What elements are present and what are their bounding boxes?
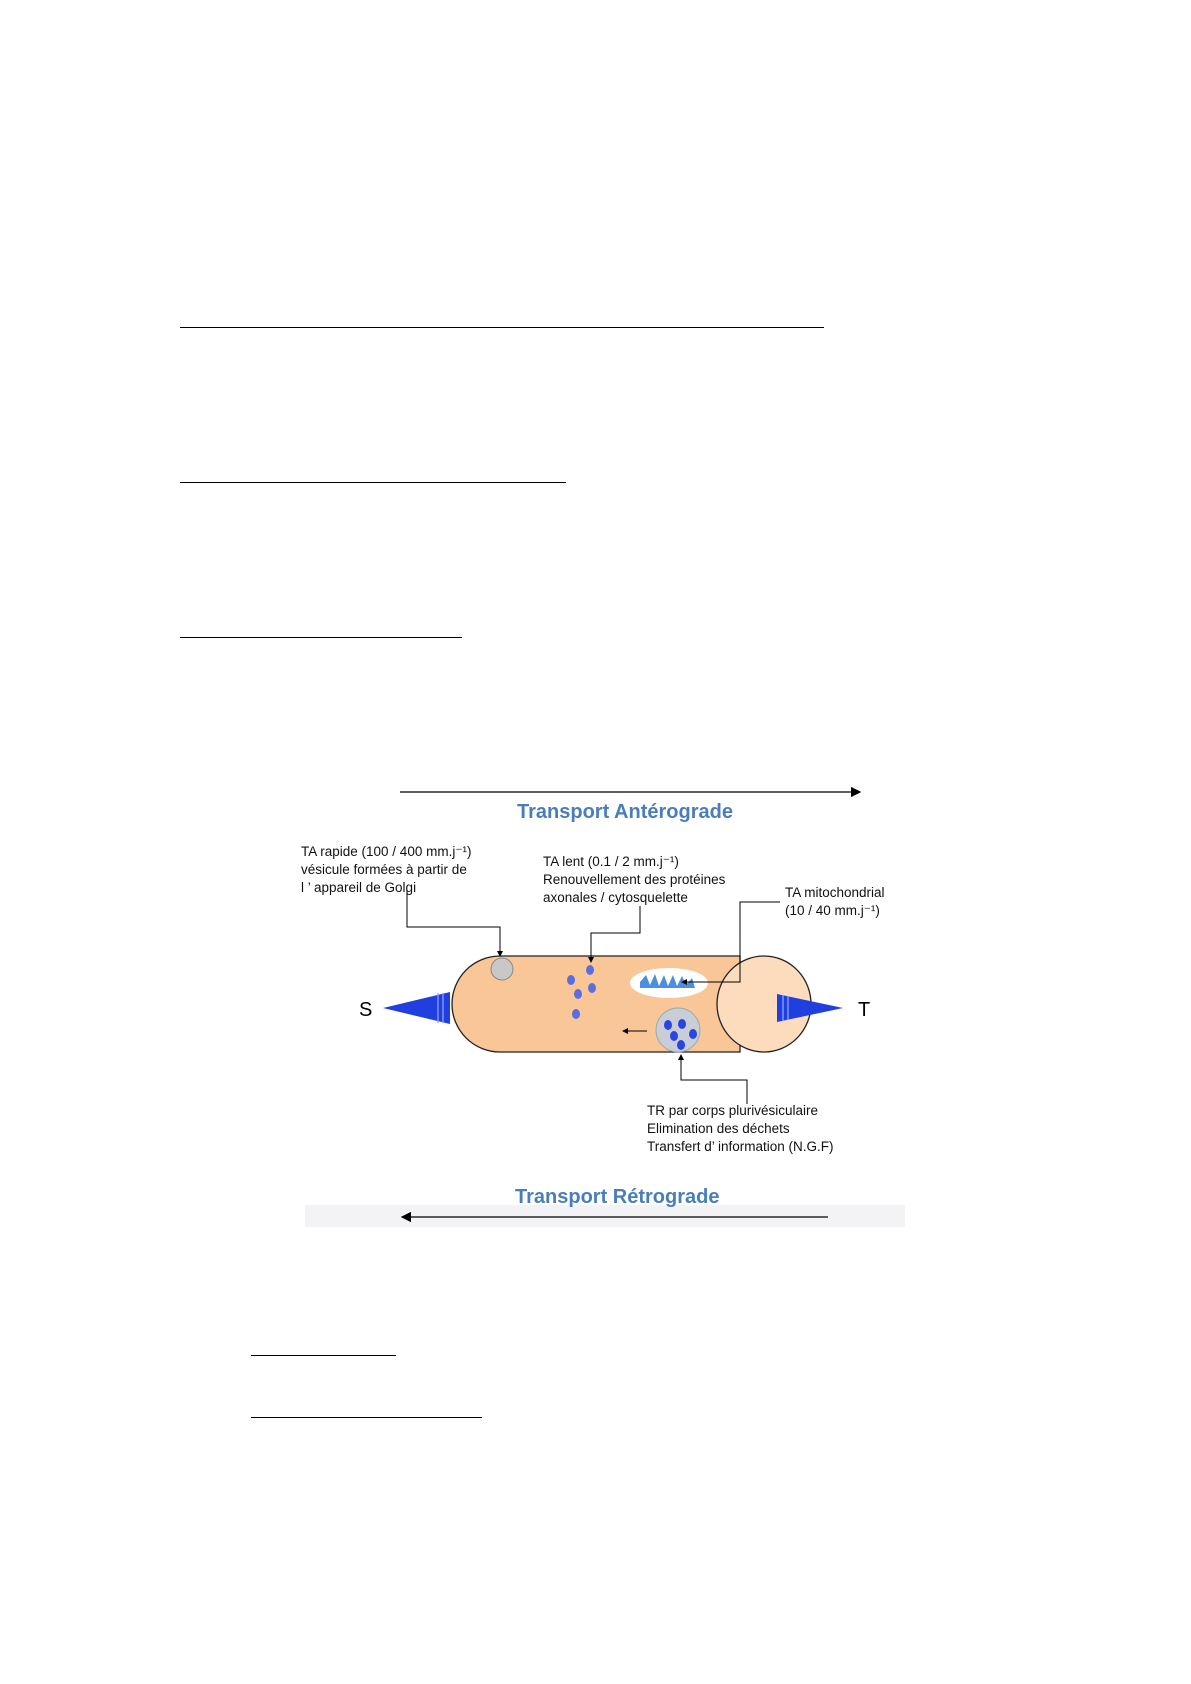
- title-anterograde: Transport Antérograde: [517, 801, 733, 823]
- end-label-t: T: [858, 999, 871, 1021]
- plurivesicular-body: [656, 1008, 700, 1052]
- cone-left: [383, 992, 450, 1024]
- label-ta-mito: TA mitochondrial (10 / 40 mm.j⁻¹): [785, 885, 885, 918]
- bottom-band: [305, 1205, 905, 1227]
- label-ta-lent: TA lent (0.1 / 2 mm.j⁻¹) Renouvellement des protéines axonales / cytosquelette: [543, 854, 726, 905]
- end-label-s: S: [359, 999, 373, 1021]
- leader-ta-lent: [591, 906, 640, 962]
- leader-ta-rapide: [407, 890, 500, 956]
- label-ta-rapide: TA rapide (100 / 400 mm.j⁻¹) vésicule formées à partir de l ’ appareil de Golgi: [301, 844, 472, 895]
- mitochondrion: [630, 968, 708, 998]
- leader-tr: [681, 1055, 747, 1104]
- golgi-vesicle: [491, 958, 513, 980]
- label-tr: TR par corps plurivésiculaire Elimination des déchets Transfert d’ information (N.G.F): [647, 1103, 834, 1154]
- title-retrograde: Transport Rétrograde: [515, 1186, 720, 1208]
